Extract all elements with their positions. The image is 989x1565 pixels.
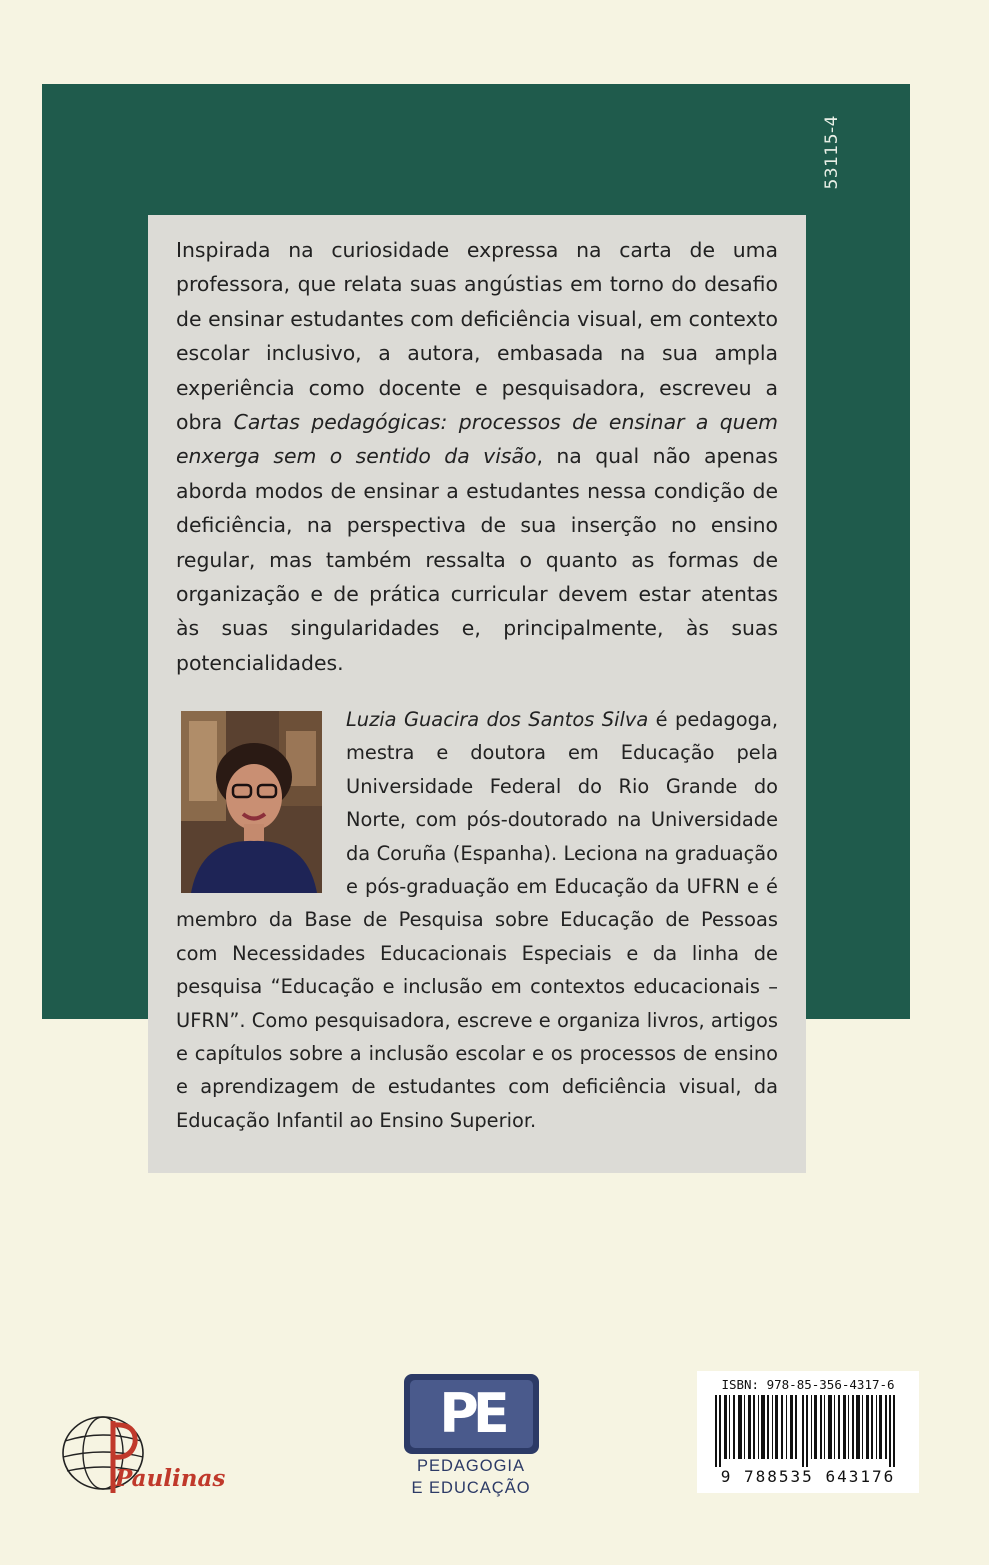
pe-series-label — [388, 1455, 554, 1499]
synopsis-part-1: Inspirada na curiosidade expressa na carta de uma professora, que relata suas angústias em torno do desafio de ensinar estudantes com deficiência visual, em contexto escolar inclusivo, a autora, embasada na sua ampla experiência como docente e pesquisadora, escreveu a obra — [176, 238, 778, 435]
author-name: Luzia Guacira dos Santos Silva — [346, 708, 649, 731]
barcode-bars-icon — [705, 1395, 911, 1467]
pe-logo-letters: PE — [439, 1382, 504, 1445]
isbn-label: ISBN: 978-85-356-4317-6 — [721, 1377, 895, 1392]
isbn-barcode — [697, 1371, 919, 1493]
catalog-code: 53115-4 — [822, 115, 842, 190]
pe-series-logo — [404, 1374, 539, 1454]
author-bio-text: é pedagoga, mestra e doutora em Educação pela Universidade Federal do Rio Grande do Norte, com pós-doutorado na Universidade da Coruña (Espanha). Leciona na graduação e pós-graduação em Educação da UFRN e é membro da Base de Pesquisa sobre Educação de Pessoas com Necessidades Educacionais Especiais e da linha de pesquisa “Educação e inclusão em contextos educacionais – UFRN”. Como pesquisadora, escreve e organiza livros, artigos e capítulos sobre a inclusão escolar e os processos de ensino e aprendizagem de estudantes com deficiência visual, da Educação Infantil ao Ensino Superior. — [176, 708, 779, 1132]
book-title: Cartas pedagógicas: processos de ensinar a quem enxerga sem o sentido da visão — [176, 410, 778, 469]
author-portrait-image — [181, 711, 322, 893]
author-photo — [181, 711, 322, 893]
publisher-name: Paulinas — [115, 1465, 226, 1492]
synopsis-part-2: , na qual não apenas aborda modos de ensinar a estudantes nessa condição de deficiência, na perspectiva de sua inserção no ensino regular, mas também ressalta o quanto as formas de organização e de prática curricular devem estar atentas às suas singularidades e, principalmente, às suas potencialidades. — [176, 444, 778, 675]
synopsis-paragraph — [176, 233, 778, 680]
series-line-2: E EDUCAÇÃO — [411, 1479, 531, 1497]
series-line-1: PEDAGOGIA — [416, 1457, 526, 1475]
barcode-digits: 9 788535 643176 — [720, 1467, 896, 1486]
